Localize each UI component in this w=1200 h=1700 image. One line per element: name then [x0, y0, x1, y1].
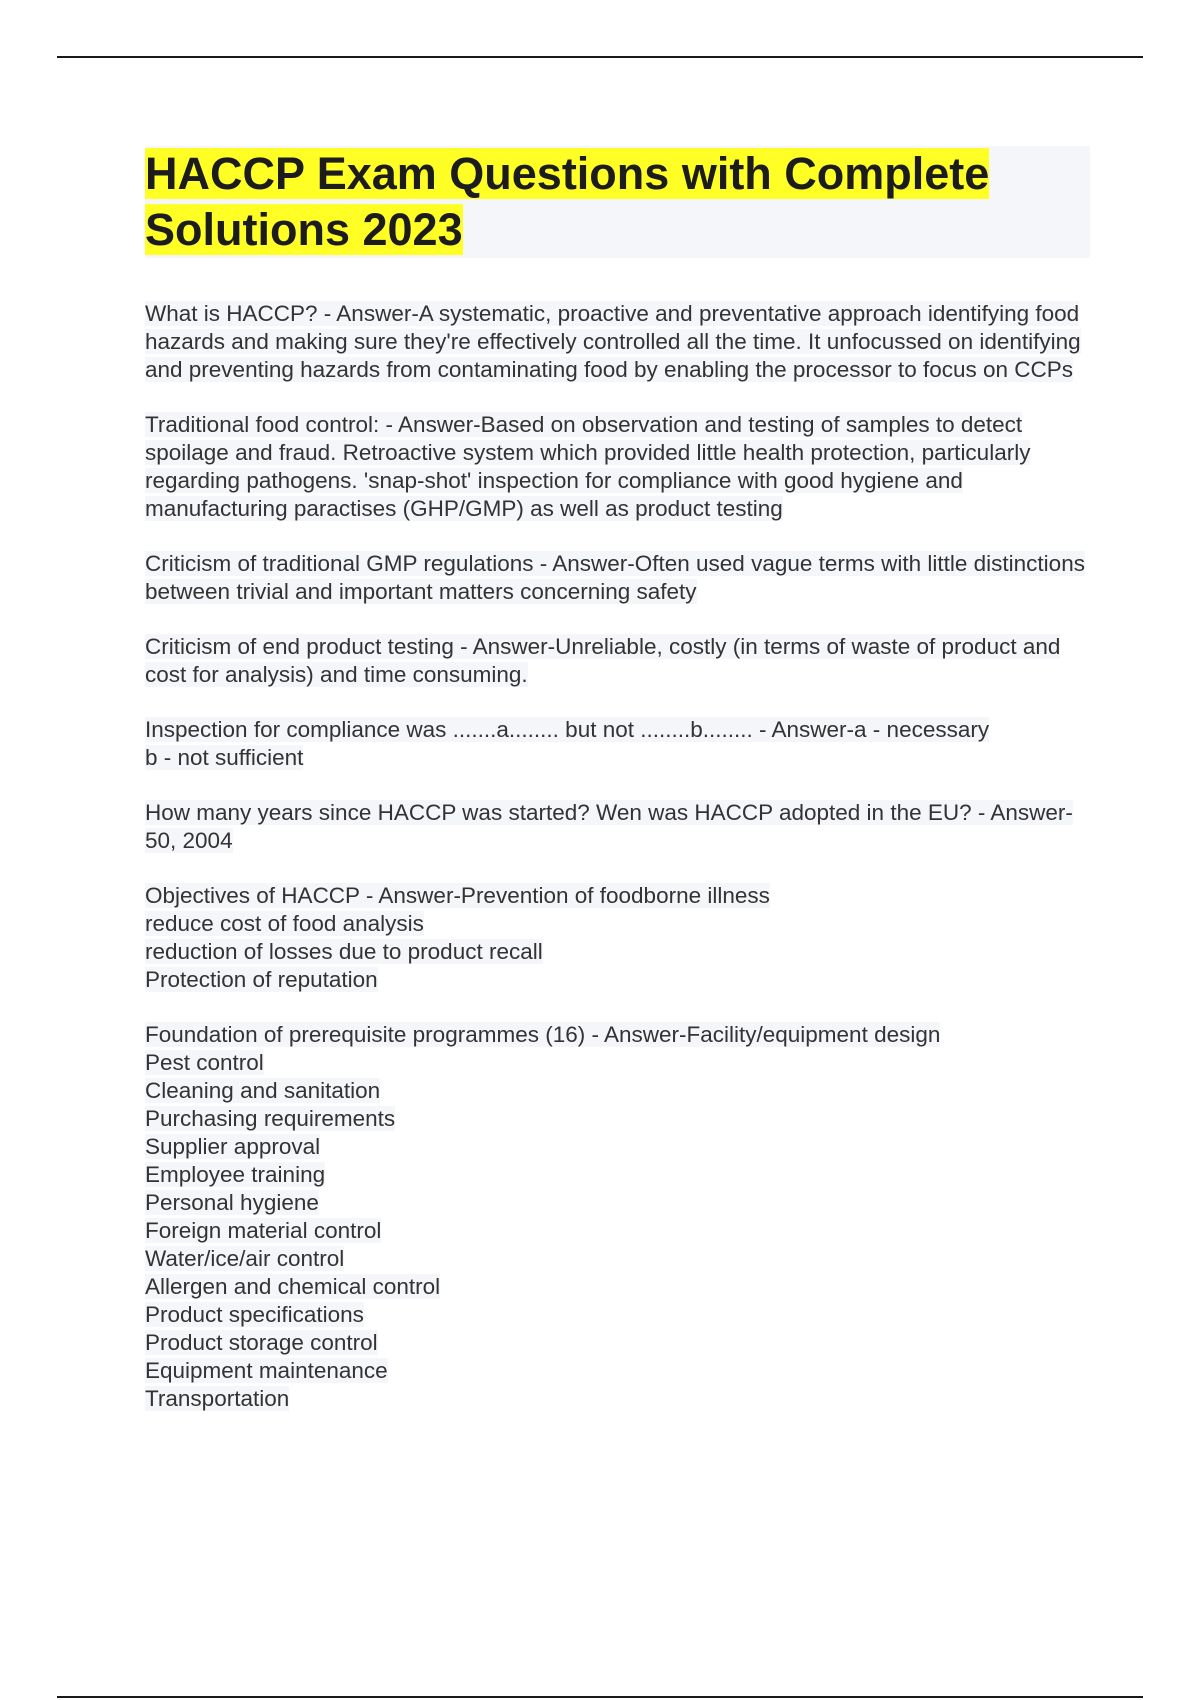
list-line — [145, 1357, 1090, 1385]
top-rule — [57, 56, 1143, 58]
list-line-text: Pest control — [145, 1050, 264, 1075]
document-body — [145, 146, 1090, 1440]
qa-text: What is HACCP? - Answer-A systematic, proactive and preventative approach identifying food hazards and making sure they're effectively controlled all the time. It unfocussed on identifying and preventing hazards from contaminating food by enabling the processor to focus on CCPs — [145, 301, 1081, 382]
list-line-text: Allergen and chemical control — [145, 1274, 441, 1299]
list-line-text: Objectives of HACCP - Answer-Prevention of foodborne illness — [145, 883, 770, 908]
qa-item-what-is-haccp — [145, 300, 1090, 384]
qa-item-traditional-food-control — [145, 411, 1090, 523]
list-line — [145, 1301, 1090, 1329]
list-line-text: Foundation of prerequisite programmes (16) - Answer-Facility/equipment design — [145, 1022, 941, 1047]
list-line — [145, 1049, 1090, 1077]
qa-item-prerequisites — [145, 1021, 1090, 1413]
list-line-text: Equipment maintenance — [145, 1358, 388, 1383]
list-line-text: Protection of reputation — [145, 967, 378, 992]
bottom-rule — [57, 1696, 1143, 1698]
title-block — [145, 146, 1090, 258]
qa-text: Traditional food control: - Answer-Based on observation and testing of samples to detect spoilage and fraud. Retroactive system which provided little health protection, particularly regarding pathogens. 'snap-shot' inspection for compliance with good hygiene and manufacturing paractises (GHP/GMP) as well as product testing — [145, 412, 1031, 521]
list-line-text: Personal hygiene — [145, 1190, 319, 1215]
list-line — [145, 1021, 1090, 1049]
title-highlight: HACCP Exam Questions with Complete Solutions 2023 — [145, 148, 990, 255]
list-line — [145, 938, 1090, 966]
list-line-text: Product specifications — [145, 1302, 364, 1327]
qa-text: Inspection for compliance was .......a........ but not ........b........ - Answer-a - necessary b - not sufficient — [145, 717, 990, 770]
qa-text: How many years since HACCP was started? Wen was HACCP adopted in the EU? - Answer-50, 2004 — [145, 800, 1073, 853]
list-line — [145, 1245, 1090, 1273]
list-line-text: Product storage control — [145, 1330, 378, 1355]
list-line — [145, 1217, 1090, 1245]
qa-item-criticism-gmp — [145, 550, 1090, 606]
list-line-text: Purchasing requirements — [145, 1106, 396, 1131]
qa-text: Criticism of traditional GMP regulations - Answer-Often used vague terms with little distinctions between trivial and important matters concerning safety — [145, 551, 1085, 604]
qa-item-inspection-compliance — [145, 716, 1090, 772]
list-line — [145, 1189, 1090, 1217]
qa-text: Criticism of end product testing - Answer-Unreliable, costly (in terms of waste of product and cost for analysis) and time consuming. — [145, 634, 1061, 687]
list-line — [145, 1133, 1090, 1161]
list-line — [145, 1105, 1090, 1133]
list-line-text: Employee training — [145, 1162, 326, 1187]
qa-item-years-since-haccp — [145, 799, 1090, 855]
list-line — [145, 1385, 1090, 1413]
document-title — [145, 146, 1090, 258]
list-line — [145, 1273, 1090, 1301]
list-line-text: reduction of losses due to product recall — [145, 939, 543, 964]
list-line-text: Cleaning and sanitation — [145, 1078, 381, 1103]
list-line-text: reduce cost of food analysis — [145, 911, 424, 936]
list-line — [145, 1329, 1090, 1357]
list-line-text: Water/ice/air control — [145, 1246, 345, 1271]
qa-item-objectives — [145, 882, 1090, 994]
list-line — [145, 1161, 1090, 1189]
list-line — [145, 966, 1090, 994]
qa-item-criticism-end-product — [145, 633, 1090, 689]
list-line — [145, 910, 1090, 938]
list-line-text: Supplier approval — [145, 1134, 321, 1159]
list-line — [145, 1077, 1090, 1105]
list-line-text: Transportation — [145, 1386, 290, 1411]
list-line-text: Foreign material control — [145, 1218, 382, 1243]
list-line — [145, 882, 1090, 910]
